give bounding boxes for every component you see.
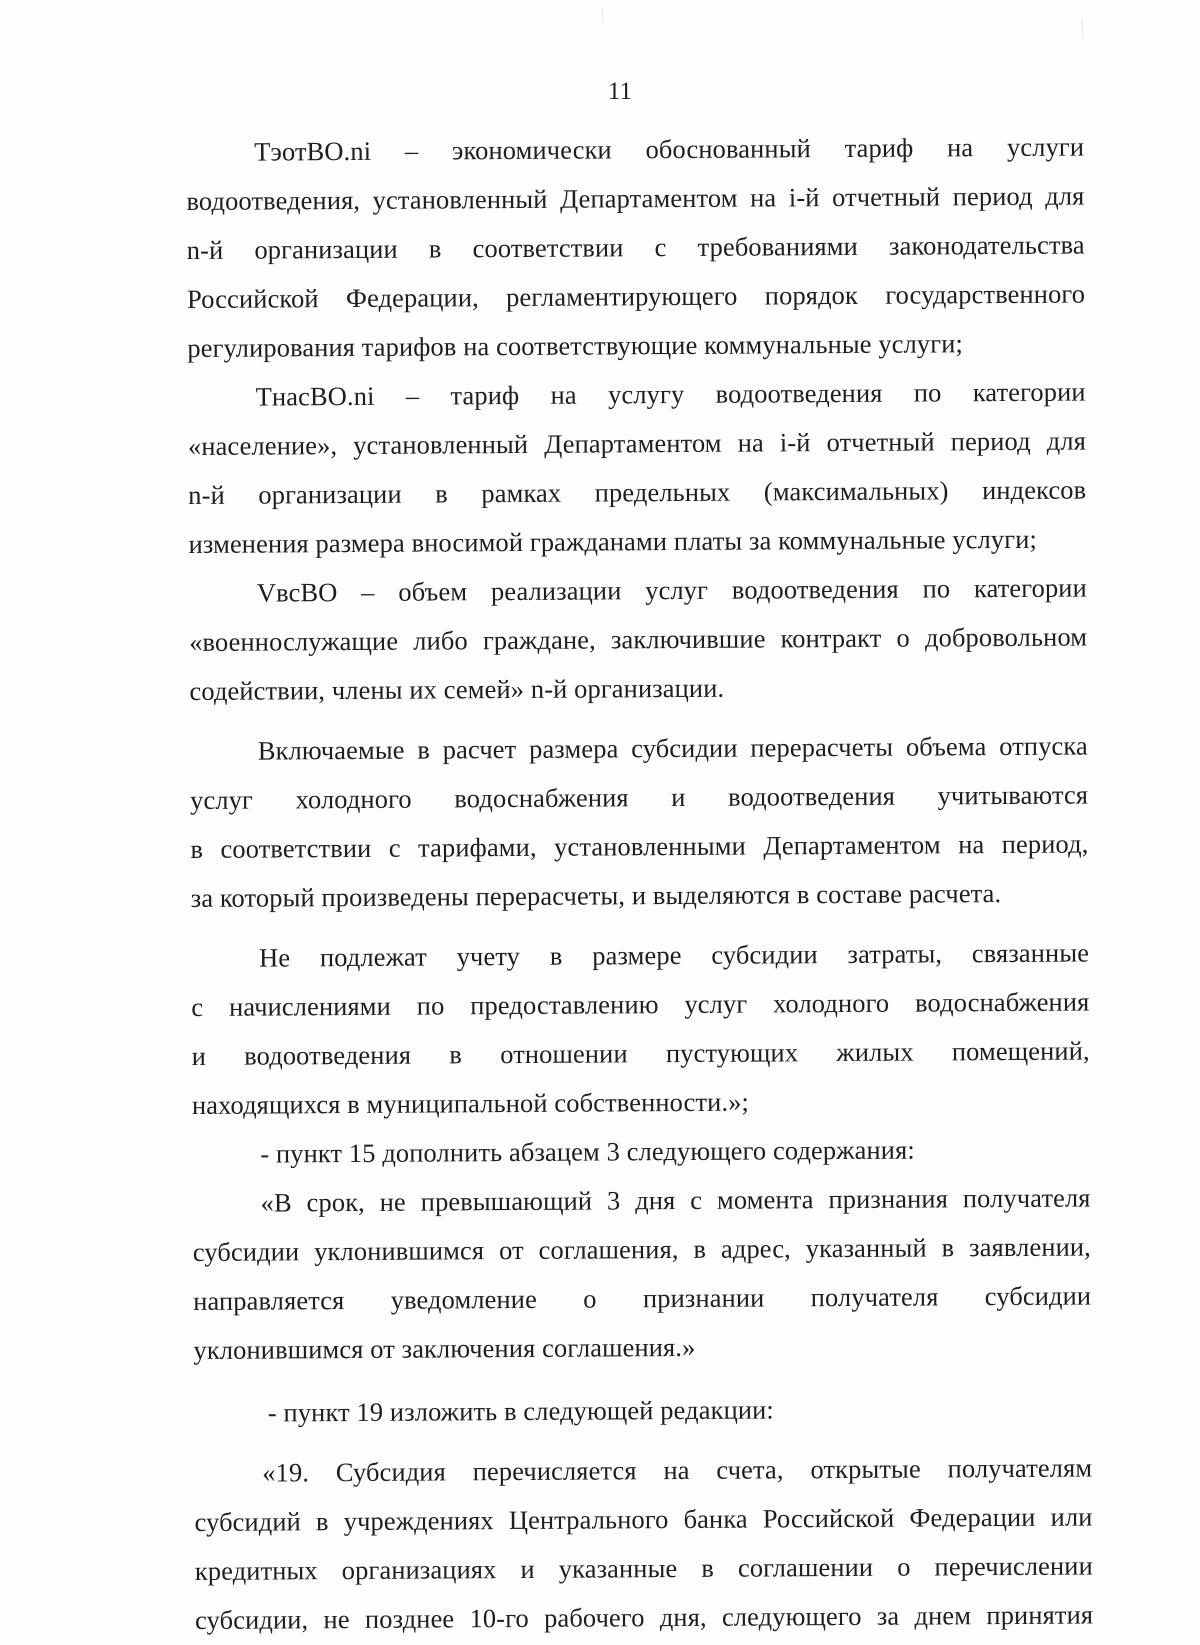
text-line: ТэотВО.ni – экономически обоснованный тариф на услуги bbox=[254, 131, 1085, 167]
text-line: уклонившимся от заключения соглашения.» bbox=[193, 1331, 696, 1365]
page-number: 11 bbox=[607, 78, 633, 105]
text-line: «военнослужащие либо граждане, заключившие контракт о добровольном bbox=[189, 621, 1088, 657]
text-line: n-й организации в рамках предельных (максимальных) индексов bbox=[188, 474, 1087, 510]
text-line: субсидий в учреждениях Центрального банка Российской Федерации или bbox=[194, 1501, 1093, 1537]
text-line: и водоотведения в отношении пустующих жилых помещений, bbox=[191, 1035, 1090, 1071]
text-line: n-й организации в соответствии с требованиями законодательства bbox=[186, 229, 1085, 265]
text-line: субсидии, не позднее 10-го рабочего дня, следующего за днем принятия bbox=[195, 1599, 1094, 1635]
text-line: субсидии уклонившимся от соглашения, в адрес, указанный в заявлении, bbox=[192, 1231, 1091, 1267]
text-line: находящихся в муниципальной собственности.»; bbox=[191, 1086, 750, 1120]
text-line: услуг холодного водоснабжения и водоотведения учитываются bbox=[190, 779, 1089, 815]
text-line: регулирования тарифов на соответствующие коммунальные услуги; bbox=[187, 328, 964, 363]
text-line: «население», установленный Департаментом на i-й отчетный период для bbox=[187, 425, 1087, 461]
text-line: Включаемые в расчет размера субсидии перерасчеты объема отпуска bbox=[257, 730, 1088, 766]
text-line: изменения размера вносимой гражданами платы за коммунальные услуги; bbox=[188, 523, 1038, 559]
scan-artifact bbox=[1082, 20, 1083, 38]
text-line: с начислениями по предоставлению услуг холодного водоснабжения bbox=[191, 986, 1090, 1022]
text-line: водоотведения, установленный Департаментом на i-й отчетный период для bbox=[186, 180, 1085, 216]
text-line: «19. Субсидия перечисляется на счета, открытые получателям bbox=[262, 1452, 1093, 1488]
text-line: «В срок, не превышающий 3 дня с момента признания получателя bbox=[260, 1182, 1091, 1218]
text-line: кредитных организациях и указанные в соглашении о перечислении bbox=[194, 1550, 1093, 1586]
text-line: - пункт 15 дополнить абзацем 3 следующего содержания: bbox=[260, 1134, 915, 1169]
text-line: ТнасВО.ni – тариф на услугу водоотведения по категории bbox=[255, 376, 1086, 412]
text-line: Российской Федерации, регламентирующего порядок государственного bbox=[186, 278, 1086, 314]
text-line: - пункт 19 изложить в следующей редакции: bbox=[267, 1394, 774, 1428]
scan-artifact bbox=[602, 8, 603, 22]
text-line: VвсВО – объем реализации услуг водоотведения по категории bbox=[256, 572, 1087, 608]
text-line: содействии, члены их семей» n-й организации. bbox=[189, 672, 725, 706]
document-body bbox=[186, 123, 1093, 1645]
text-line: за который произведены перерасчеты, и выделяются в составе расчета. bbox=[190, 878, 1002, 913]
text-line: направляется уведомление о признании получателя субсидии bbox=[193, 1280, 1092, 1316]
text-line: в соответствии с тарифами, установленными Департаментом на период, bbox=[190, 828, 1089, 864]
text-line: Не подлежат учету в размере субсидии затраты, связанные bbox=[258, 937, 1090, 973]
